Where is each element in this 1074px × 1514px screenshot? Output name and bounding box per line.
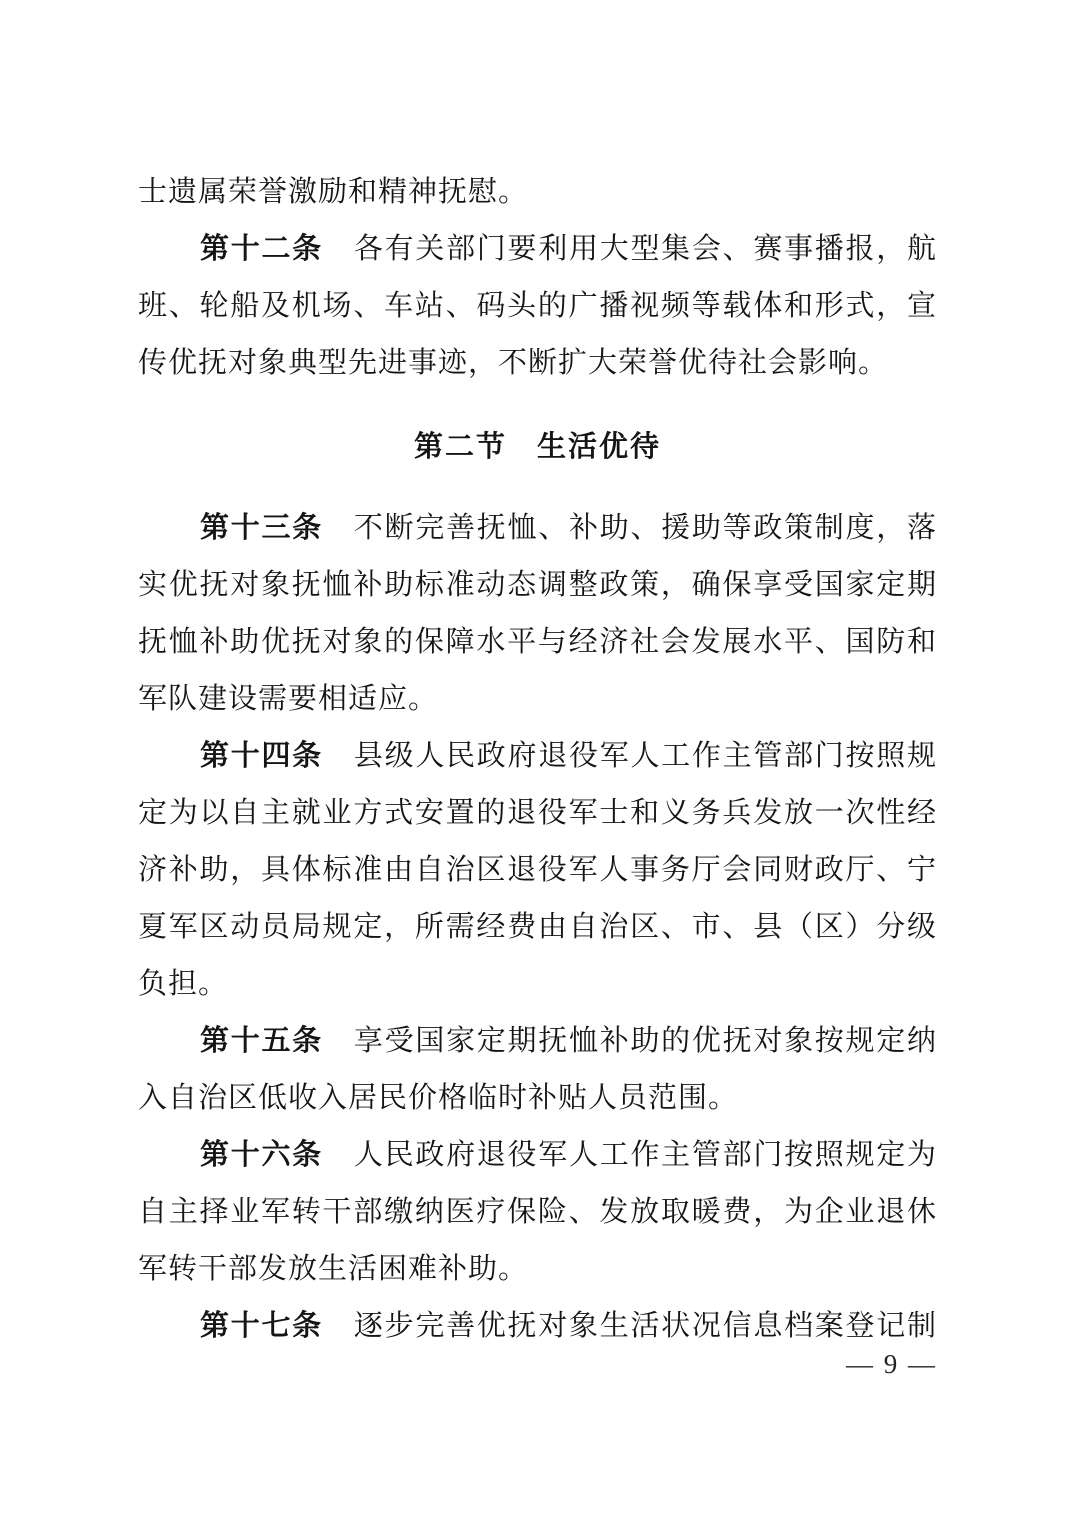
text-line: 自主择业军转干部缴纳医疗保险、发放取暖费，为企业退休	[138, 1196, 937, 1228]
section-number: 第二节	[413, 431, 507, 463]
text-line	[138, 1127, 937, 1184]
line-text: 县级人民政府退役军人工作主管部门按照规	[353, 740, 937, 772]
line-text: 逐步完善优抚对象生活状况信息档案登记制	[353, 1310, 937, 1342]
line-text: 不断完善抚恤、补助、援助等政策制度，落	[353, 512, 937, 544]
text-line: 军队建设需要相适应。	[138, 683, 439, 715]
section-title: 生活优待	[537, 431, 662, 463]
article-number: 第十五条	[200, 1025, 323, 1057]
text-line: 济补助，具体标准由自治区退役军人事务厅会同财政厅、宁	[138, 854, 937, 886]
article-number: 第十三条	[200, 512, 323, 544]
text-line	[138, 728, 937, 785]
text-line: 军转干部发放生活困难补助。	[138, 1253, 529, 1285]
text-line: 夏军区动员局规定，所需经费由自治区、市、县（区）分级	[138, 911, 937, 943]
text-line	[138, 1013, 937, 1070]
text-line: 负担。	[138, 968, 229, 1000]
text-line: 士遗属荣誉激励和精神抚慰。	[138, 176, 529, 208]
text-line	[138, 1298, 937, 1355]
article-number: 第十二条	[200, 233, 323, 265]
text-line: 实优抚对象抚恤补助标准动态调整政策，确保享受国家定期	[138, 569, 937, 601]
line-text: 人民政府退役军人工作主管部门按照规定为	[353, 1139, 937, 1171]
article-number: 第十七条	[200, 1310, 323, 1342]
document-body	[138, 164, 937, 1355]
line-text: 享受国家定期抚恤补助的优抚对象按规定纳	[353, 1025, 937, 1057]
text-line: 传优抚对象典型先进事迹，不断扩大荣誉优待社会影响。	[138, 347, 889, 379]
text-line: 定为以自主就业方式安置的退役军士和义务兵发放一次性经	[138, 797, 937, 829]
section-heading	[138, 419, 937, 476]
text-line	[138, 500, 937, 557]
article-number: 第十六条	[200, 1139, 323, 1171]
text-line	[138, 221, 937, 278]
text-line: 入自治区低收入居民价格临时补贴人员范围。	[138, 1082, 739, 1114]
article-number: 第十四条	[200, 740, 323, 772]
text-line: 班、轮船及机场、车站、码头的广播视频等载体和形式，宣	[138, 290, 937, 322]
text-line: 抚恤补助优抚对象的保障水平与经济社会发展水平、国防和	[138, 626, 937, 658]
page-number: — 9 —	[846, 1349, 937, 1379]
line-text: 各有关部门要利用大型集会、赛事播报，航	[353, 233, 937, 265]
